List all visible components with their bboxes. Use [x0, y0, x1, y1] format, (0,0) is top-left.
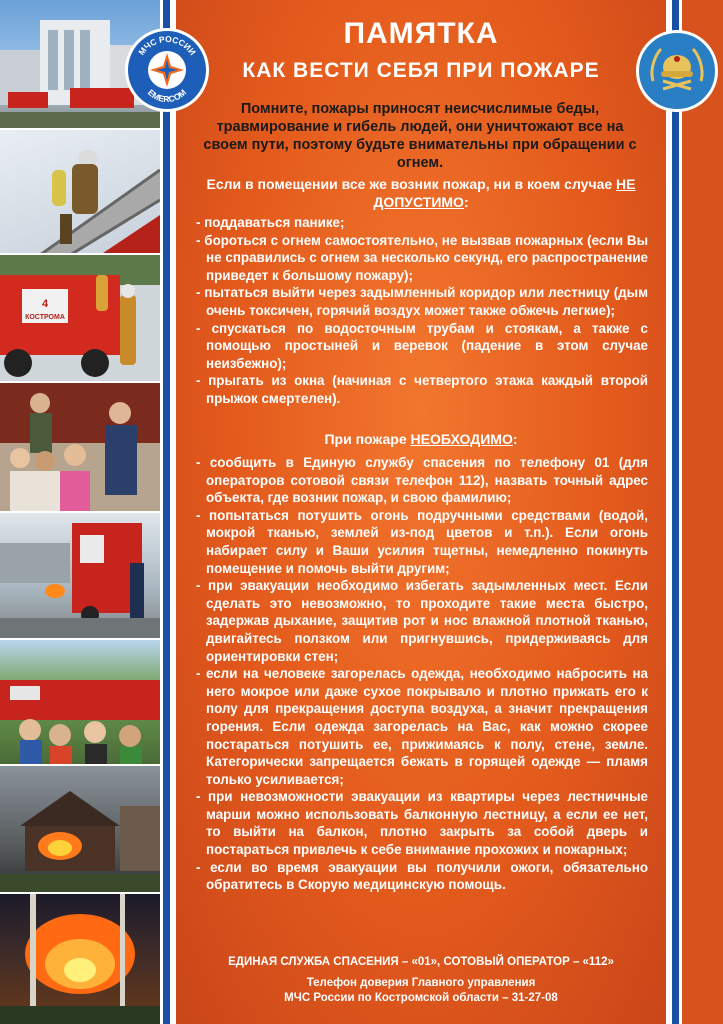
fire-exercise-illustration: [0, 513, 160, 640]
children-photo: [0, 383, 160, 513]
list-item: - сообщить в Единую службу спасения по телефону 01 (для операторов сотовой связи телефон 112), назвать точный адрес объекта, где возник пожар, и свою фамилию;: [196, 454, 648, 507]
left-stripe-blue: [163, 0, 170, 1024]
ladder-photo: [0, 130, 160, 255]
list-item: - прыгать из окна (начиная с четвертого этажа каждый второй прыжок смертелен).: [196, 372, 648, 407]
list-item: - если на человеке загорелась одежда, необходимо набросить на него мокрое или даже сухое покрывало и плотно прижать его к полу для прекращения доступа воздуха, а значит прекращения горения. Если одежда загорелась на Вас, как можно скорее постараться потушить ее, прижимаясь к полу, стене, земле. Категорически запрещается бежать в горящей одежде — пламя только усиливается;: [196, 665, 648, 788]
truck-number: 4: [41, 298, 49, 310]
section2-heading-text: При пожаре: [324, 431, 407, 447]
list-item: - если во время эвакуации вы получили ожоги, обязательно обратитесь в Скорую медицинскую помощь.: [196, 859, 648, 894]
intro-text: Помните, пожары приносят неисчислимые беды, травмирование и гибель людей, они уничтожают все на своем пути, поэтому будьте внимательны при обращении с огнем.: [203, 101, 637, 171]
fire-truck-illustration: [0, 255, 160, 383]
firefighter-on-ladder: [0, 130, 160, 255]
poster-subtitle: КАК ВЕСТИ СЕБЯ ПРИ ПОЖАРЕ: [242, 59, 600, 82]
night-fire-photo: [0, 894, 160, 1024]
emergency-numbers: ЕДИНАЯ СЛУЖБА СПАСЕНИЯ – «01», СОТОВЫЙ ОПЕРАТОР – «112»: [228, 956, 614, 968]
night-fire-illustration: [0, 894, 160, 1024]
right-stripe-blue: [672, 0, 679, 1024]
children-illustration: [0, 383, 160, 513]
burning-house-illustration: [0, 766, 160, 894]
right-edge: [682, 0, 723, 1024]
section2-heading-emphasis: НЕОБХОДИМО: [410, 431, 513, 447]
poster-title: ПАМЯТКА: [343, 17, 499, 50]
section1-heading-emphasis: НЕ ДОПУСТИМО: [373, 176, 636, 210]
emblem-top-textpath: МЧС РОССИИ: [136, 33, 198, 57]
exercise-photo: [0, 513, 160, 640]
crowd-photo: [0, 640, 160, 766]
crowd-illustration: [0, 640, 160, 766]
truck-label: КОСТРОМА: [25, 314, 65, 321]
photo-column: [0, 0, 160, 1024]
section2-list: [196, 454, 648, 894]
burning-house-photo: [0, 766, 160, 894]
section1-heading: [196, 175, 646, 211]
section2-heading-colon: :: [512, 431, 518, 447]
hotline-line-2: МЧС России по Костромской области – 31-27-08: [284, 992, 558, 1004]
hotline-line-1: Телефон доверия Главного управления: [306, 977, 536, 989]
list-item: - спускаться по водосточным трубам и стоякам, а также с помощью простыней и веревок (падение в этом случае неизбежно);: [196, 320, 648, 373]
section1-heading-text: Если в помещении все же возник пожар, ни в коем случае: [206, 176, 613, 192]
fire-truck-photo: [0, 255, 160, 383]
emblem-bottom-textpath: EMERCOM: [145, 87, 189, 105]
list-item: - при невозможности эвакуации из квартиры через лестничные марши можно использовать балконную лестницу, а если ее нет, то выйти на балкон, плотно закрыть за собой дверь и постараться привлечь к себе внимание прохожих и пожарных;: [196, 788, 648, 858]
list-item: - при эвакуации необходимо избегать задымленных мест. Если сделать это невозможно, то проходите такие места быстро, задержав дыхание, защитив рот и нос влажной плотной тканью, двигайтесь ползком или пригнувшись, придерживаясь для ориентировки стен;: [196, 577, 648, 665]
emblem-bottom-text: [146, 87, 188, 104]
hotline-info: [176, 976, 666, 1006]
list-item: - поддаваться панике;: [196, 214, 648, 232]
section1-heading-colon: :: [463, 194, 469, 210]
list-item: - бороться с огнем самостоятельно, не вызвав пожарных (если Вы не справились с огнем за несколько секунд, его распространение приведет к большому пожару);: [196, 232, 648, 285]
section2-heading: [196, 430, 646, 448]
list-item: - пытаться выйти через задымленный коридор или лестницу (дым очень токсичен, горячий воздух может также обжечь легкие);: [196, 284, 648, 319]
list-item: - попытаться потушить огонь подручными средствами (водой, мокрой тканью, землей из-под цветов и т.п.). Если огонь набирает силу и Ваши усилия тщетны, немедленно покинуть помещение и помочь выйти другим;: [196, 507, 648, 577]
section1-list: [196, 214, 648, 408]
